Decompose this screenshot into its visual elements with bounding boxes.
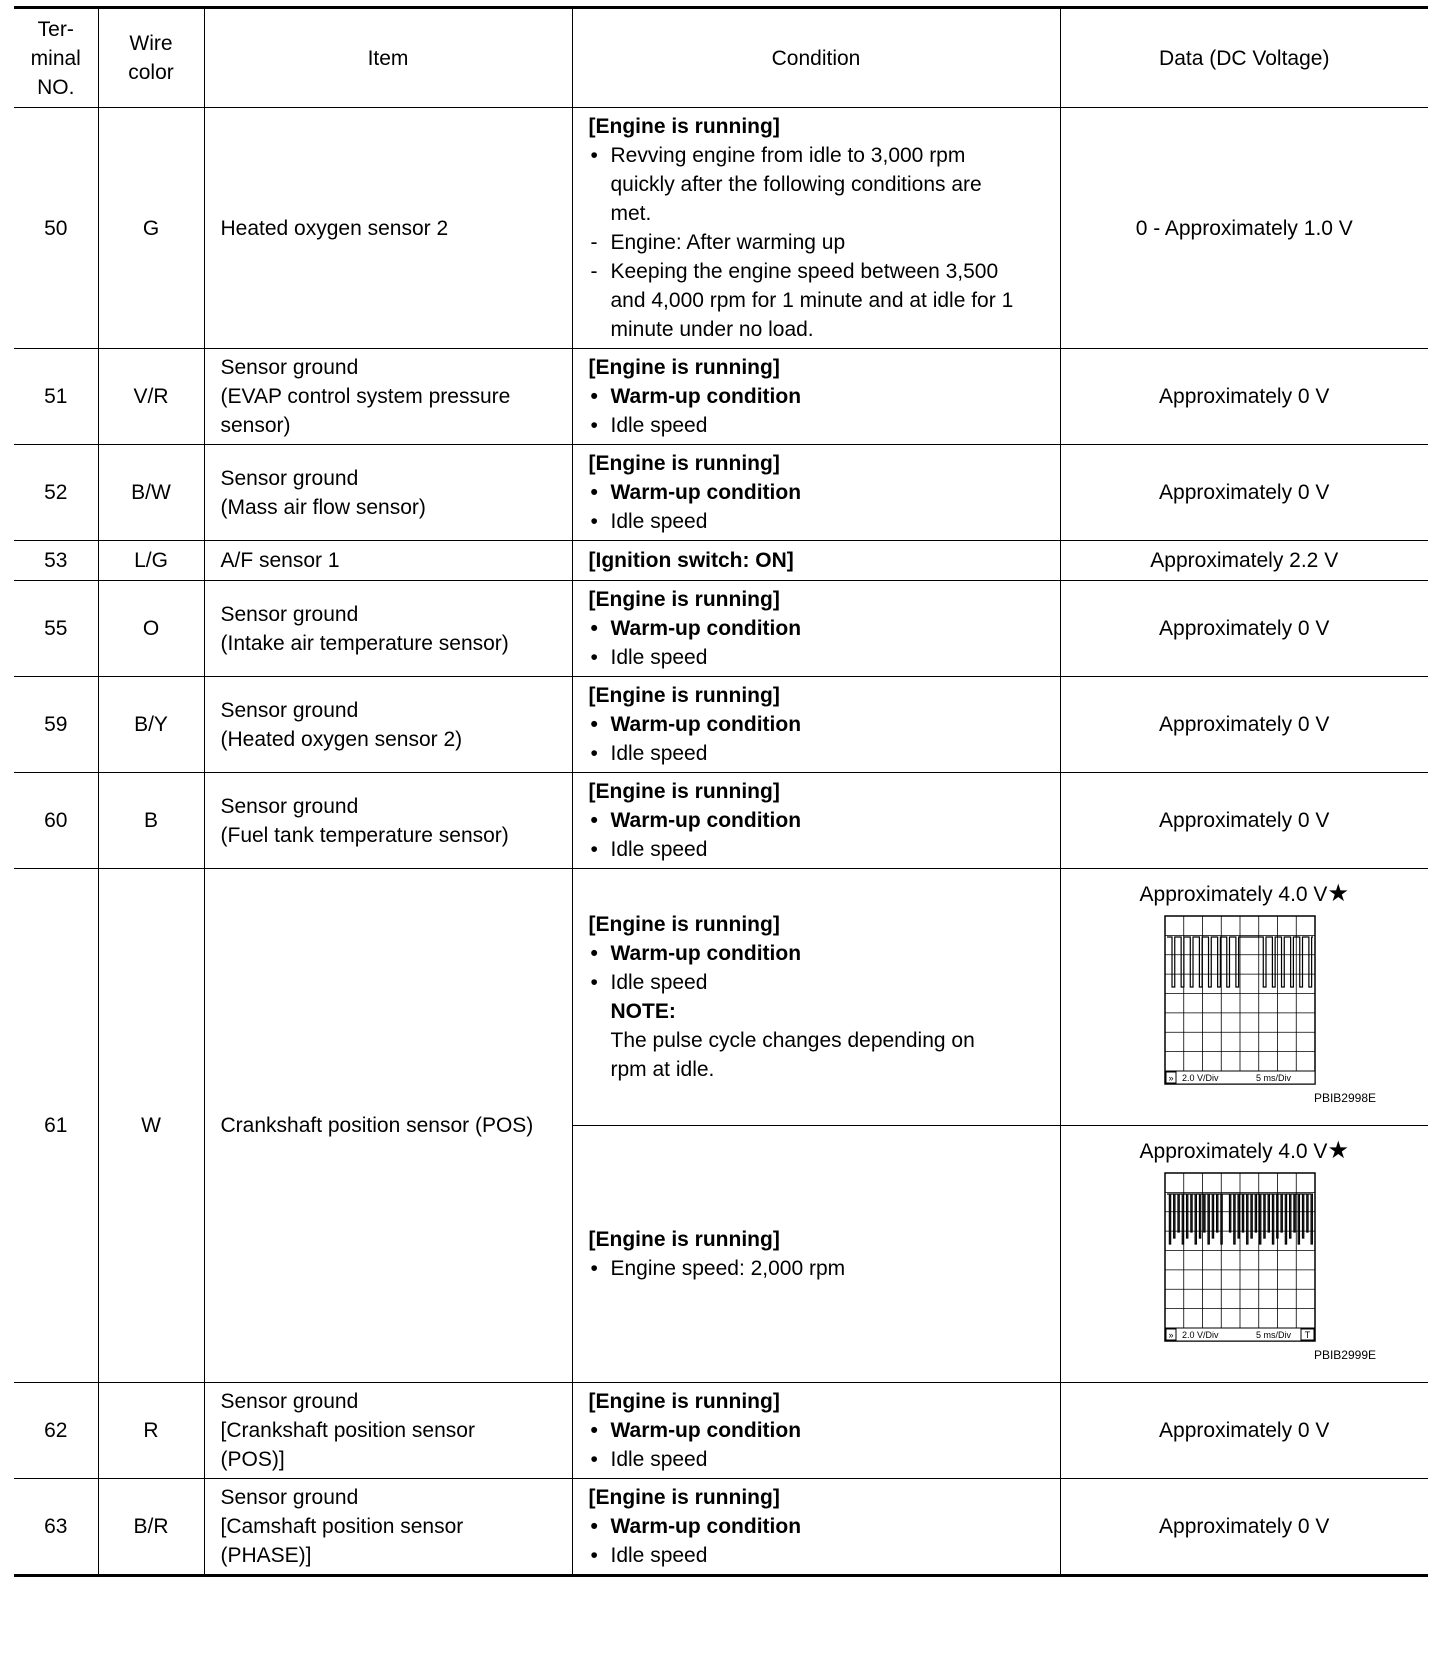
header-terminal-no: Ter- minal NO. [14,8,98,108]
condition-list [589,1416,1050,1474]
table-row-63 [14,1479,1428,1576]
condition-list [589,478,1050,536]
data-value: Approximately 0 V [1060,581,1428,677]
wire-color: B/Y [98,677,204,773]
condition-heading: [Engine is running] [588,115,780,138]
list-item: • Revving engine from idle to 3,000 rpm quickly after the following conditions are met. [589,141,1050,228]
wire-color: B/R [98,1479,204,1576]
list-item: • Warm-up condition [589,710,1050,739]
wire-color: B/W [98,445,204,541]
wire-color: B [98,773,204,869]
ecm-terminal-table [14,6,1428,1577]
condition [572,445,1060,541]
figure-id: PBIB2998E [1313,1091,1376,1105]
condition-list [589,939,1050,997]
list-item: • Idle speed [589,1445,1050,1474]
terminal-no: 59 [14,677,98,773]
item: Sensor ground (EVAP control system pressure sensor) [204,349,572,445]
list-item: • Idle speed [589,507,1050,536]
table-row-61 [14,869,1428,1126]
wire-color: V/R [98,349,204,445]
condition-heading: [Engine is running] [588,1390,780,1413]
condition [572,541,1060,581]
condition [572,581,1060,677]
condition-heading: [Engine is running] [588,356,780,379]
condition-heading: [Engine is running] [588,684,780,707]
table-row-50 [14,108,1428,349]
list-item: • Idle speed [589,411,1050,440]
table-row-60 [14,773,1428,869]
item: Crankshaft position sensor (POS) [204,869,572,1383]
scope-trigger-label: T [1305,1330,1311,1340]
terminal-no: 55 [14,581,98,677]
list-item: • Warm-up condition [589,1512,1050,1541]
list-item: • Idle speed [589,835,1050,864]
list-item: • Idle speed [589,968,1050,997]
wire-color: G [98,108,204,349]
terminal-no: 52 [14,445,98,541]
list-item: - Engine: After warming up [589,228,1050,257]
condition [572,773,1060,869]
item: Sensor ground [Crankshaft position sensor (POS)] [204,1383,572,1479]
condition-list [589,1512,1050,1570]
header-item: Item [204,8,572,108]
header-wire-color: Wire color [98,8,204,108]
list-item: • Warm-up condition [589,614,1050,643]
table-row-53 [14,541,1428,581]
item: Sensor ground (Fuel tank temperature sensor) [204,773,572,869]
condition [572,1479,1060,1576]
list-item: • Idle speed [589,739,1050,768]
list-item: • Warm-up condition [589,939,1050,968]
oscilloscope-waveform-idle [1164,915,1324,1087]
list-item: • Idle speed [589,643,1050,672]
wire-color: L/G [98,541,204,581]
condition [572,869,1060,1126]
header-data: Data (DC Voltage) [1060,8,1428,108]
item: A/F sensor 1 [204,541,572,581]
data-waveform-cell [1060,869,1428,1126]
data-value: Approximately 0 V [1060,677,1428,773]
oscilloscope-waveform-2000rpm [1164,1172,1324,1344]
note-text: The pulse cycle changes depending on rpm at idle. [610,1029,975,1081]
condition-heading: [Engine is running] [588,588,780,611]
scope-marker-icon: » [1168,1073,1174,1083]
list-item: • Engine speed: 2,000 rpm [589,1254,1050,1283]
figure-id: PBIB2999E [1313,1348,1376,1362]
table-row-62 [14,1383,1428,1479]
terminal-no: 51 [14,349,98,445]
scope-time-div: 5 ms/Div [1256,1073,1292,1083]
condition-list [589,614,1050,672]
condition-heading: [Ignition switch: ON] [588,549,794,572]
header-row [14,8,1428,108]
condition-list [589,1254,1050,1283]
data-value: Approximately 0 V [1060,1383,1428,1479]
data-value: Approximately 0 V [1060,349,1428,445]
condition-list [589,141,1050,344]
list-item: • Idle speed [589,1541,1050,1570]
star-icon: ★ [1327,880,1349,907]
condition [572,1126,1060,1383]
terminal-no: 53 [14,541,98,581]
terminal-no: 62 [14,1383,98,1479]
terminal-table-page [14,6,1428,1577]
condition [572,677,1060,773]
data-value: Approximately 2.2 V [1060,541,1428,581]
condition [572,349,1060,445]
condition-heading: [Engine is running] [588,1228,780,1251]
data-waveform-cell [1060,1126,1428,1383]
condition [572,1383,1060,1479]
list-item: • Warm-up condition [589,1416,1050,1445]
item: Sensor ground (Intake air temperature sensor) [204,581,572,677]
table-row-59 [14,677,1428,773]
star-icon: ★ [1327,1137,1349,1164]
data-value: Approximately 0 V [1060,773,1428,869]
scope-marker-icon: » [1168,1330,1174,1340]
data-value: Approximately 4.0 V★ [1139,880,1349,907]
data-value: Approximately 4.0 V★ [1139,1137,1349,1164]
wire-color: R [98,1383,204,1479]
terminal-no: 50 [14,108,98,349]
note-heading: NOTE: [610,1000,676,1023]
data-value: Approximately 0 V [1060,445,1428,541]
scope-time-div: 5 ms/Div [1256,1330,1292,1340]
terminal-no: 61 [14,869,98,1383]
item: Sensor ground (Heated oxygen sensor 2) [204,677,572,773]
item: Sensor ground (Mass air flow sensor) [204,445,572,541]
header-condition: Condition [572,8,1060,108]
list-item: • Warm-up condition [589,382,1050,411]
data-value: Approximately 0 V [1060,1479,1428,1576]
list-item: - Keeping the engine speed between 3,500 and 4,000 rpm for 1 minute and at idle for 1 minute under no load. [589,257,1050,344]
terminal-no: 63 [14,1479,98,1576]
data-value: 0 - Approximately 1.0 V [1060,108,1428,349]
condition-list [589,806,1050,864]
wire-color: O [98,581,204,677]
condition-list [589,710,1050,768]
item: Heated oxygen sensor 2 [204,108,572,349]
condition-heading: [Engine is running] [588,1486,780,1509]
wire-color: W [98,869,204,1383]
list-item: • Warm-up condition [589,478,1050,507]
list-item: • Warm-up condition [589,806,1050,835]
condition-heading: [Engine is running] [588,452,780,475]
condition [572,108,1060,349]
item: Sensor ground [Camshaft position sensor (PHASE)] [204,1479,572,1576]
terminal-no: 60 [14,773,98,869]
condition-heading: [Engine is running] [588,913,780,936]
condition-list [589,382,1050,440]
table-row-52 [14,445,1428,541]
condition-heading: [Engine is running] [588,780,780,803]
scope-volt-div: 2.0 V/Div [1182,1073,1219,1083]
table-row-51 [14,349,1428,445]
table-row-55 [14,581,1428,677]
scope-volt-div: 2.0 V/Div [1182,1330,1219,1340]
